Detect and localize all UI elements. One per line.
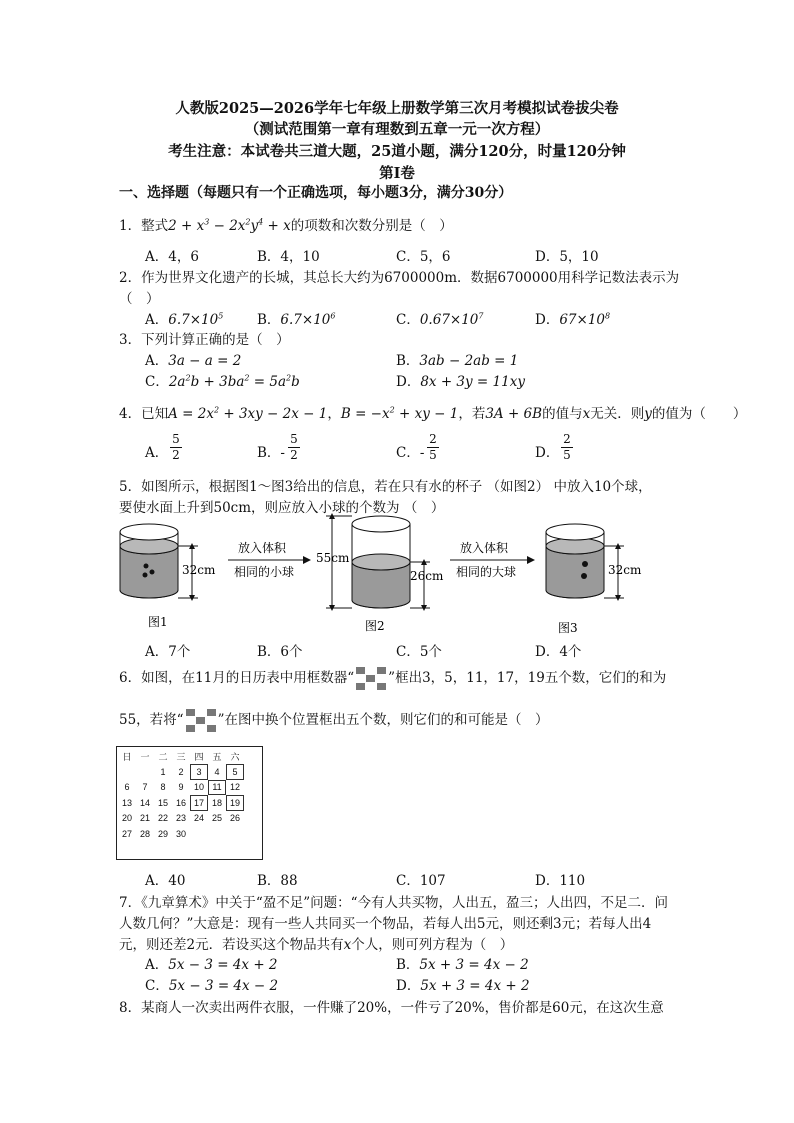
calendar-row: 6 7 8 9 10 11 12 bbox=[118, 780, 244, 795]
q6-line-2: 55，若将“ ”在图中换个位置框出五个数，则它们的和可能是（ ） bbox=[119, 708, 549, 733]
q5-option-d[interactable]: D．4个 bbox=[535, 644, 582, 660]
fig2-height-total: 55cm bbox=[316, 551, 350, 565]
q7-line-1: 7．《九章算术》中关于“盈不足”问题：“今有人共买物，人出五，盈三；人出四，不足二．问 bbox=[119, 895, 669, 911]
q1-expression: $2 + x^3 - 2x^2y^4 + x$ bbox=[168, 217, 291, 234]
q7-option-c[interactable]: C．5x − 3 = 4x − 2 bbox=[145, 978, 279, 994]
q4-option-c[interactable]: C．- bbox=[396, 445, 425, 461]
q4-fraction-d: 2 5 bbox=[561, 433, 573, 462]
calendar-row: 20 21 22 23 24 25 26 bbox=[121, 813, 240, 824]
q5-option-b[interactable]: B．6个 bbox=[257, 644, 303, 660]
question-1 bbox=[119, 214, 453, 234]
q7-option-d[interactable]: D．5x + 3 = 4x + 2 bbox=[396, 978, 530, 994]
question-4: 4．已知$A = 2x^2 + 3xy - 2x - 1$，$B = -x^2$ + xy − 1，若3A + 6B的值与x无关．则y的值为（ ） bbox=[119, 405, 747, 422]
q1-pre: 整式 bbox=[141, 218, 169, 234]
q4-option-b[interactable]: B．- bbox=[257, 445, 285, 461]
q3-option-a[interactable]: A．3a − a = 2 bbox=[145, 353, 242, 369]
q4-fraction-c: 2 5 bbox=[427, 433, 439, 462]
paper-subtitle: （测试范围第一章有理数到五章一元一次方程） bbox=[244, 121, 550, 138]
q1-option-a[interactable]: A．4，6 bbox=[145, 249, 199, 265]
q4-fraction-b: 5 2 bbox=[288, 433, 300, 462]
arrow-2-label-bottom: 相同的大球 bbox=[456, 565, 517, 579]
q7-line-3: 元，则还差2元．若设买这个物品共有x个人，则可列方程为（ ） bbox=[119, 937, 514, 953]
calendar-header-row: 日 一 二 三 四 五 六 bbox=[122, 752, 240, 763]
q5-option-a[interactable]: A．7个 bbox=[145, 644, 191, 660]
fig2-height-water: 26cm bbox=[410, 569, 444, 583]
q8-line-1: 8．某商人一次卖出两件衣服，一件赚了20%，一件亏了20%，售价都是60元，在这次生意 bbox=[119, 1000, 664, 1016]
q2-option-b[interactable]: B．$6.7\times 10^6$ bbox=[257, 311, 336, 328]
arrow-1-label-top: 放入体积 bbox=[238, 541, 287, 555]
q1-post: 的项数和次数分别是（ ） bbox=[290, 218, 453, 234]
q5-line-1: 5．如图所示，根据图1～图3给出的信息，若在只有水的杯子 （如图2） 中放入10个球， bbox=[119, 479, 652, 495]
paper-title: 人教版2025—2026学年七年级上册数学第三次月考模拟试卷拔尖卷 bbox=[175, 100, 619, 117]
calendar-row: 13 14 15 16 17 18 19 bbox=[118, 795, 244, 810]
section-heading: 一、选择题（每题只有一个正确选项，每小题3分，满分30分） bbox=[119, 185, 513, 201]
q3-option-b[interactable]: B．3ab − 2ab = 1 bbox=[396, 353, 519, 369]
calendar-row: 1 2 3 4 5 bbox=[118, 764, 244, 779]
q6-option-d[interactable]: D．110 bbox=[535, 873, 586, 889]
box-counter-icon bbox=[356, 667, 386, 691]
q2-line-1: 2．作为世界文化遗产的长城，其总长大约为6700000m．数据6700000用科学记数法表示为 bbox=[119, 270, 680, 286]
cylinder-figure bbox=[110, 510, 670, 638]
calendar-row: 27 28 29 30 bbox=[121, 828, 186, 839]
cylinder-3 bbox=[546, 524, 624, 598]
q4-fraction-a: 5 2 bbox=[170, 433, 182, 462]
box-counter-icon-2 bbox=[186, 709, 216, 733]
arrow-2-label-top: 放入体积 bbox=[460, 541, 509, 555]
q1-number: 1． bbox=[119, 218, 142, 234]
q1-option-c[interactable]: C．5，6 bbox=[396, 249, 451, 265]
q5-line-2: 要使水面上升到50cm，则应放入小球的个数为 （ ） bbox=[119, 500, 445, 516]
q7-option-b[interactable]: B．5x + 3 = 4x − 2 bbox=[396, 957, 529, 973]
q7-option-a[interactable]: A．5x − 3 = 4x + 2 bbox=[145, 957, 278, 973]
q5-option-c[interactable]: C．5个 bbox=[396, 644, 442, 660]
fig3-caption: 图3 bbox=[558, 621, 578, 635]
q3-stem: 3．下列计算正确的是（ ） bbox=[119, 332, 290, 348]
exam-notice: 考生注意：本试卷共三道大题，25道小题，满分120分，时量120分钟 bbox=[168, 143, 626, 160]
q6-option-c[interactable]: C．107 bbox=[396, 873, 446, 889]
calendar-table bbox=[118, 749, 244, 841]
q3-option-d[interactable]: D．8x + 3y = 11xy bbox=[396, 374, 525, 390]
q6-line-1: 6．如图，在11月的日历表中用框数器“ ”框出3，5，11，17，19五个数，它们的和为 bbox=[119, 666, 666, 691]
q7-line-2: 人数几何？”大意是：现有一些人共同买一个物品，若每人出5元，则还剩3元；若每人出4 bbox=[119, 916, 652, 932]
q1-option-b[interactable]: B．4，10 bbox=[257, 249, 320, 265]
q3-option-c[interactable]: C．$2a^2b + 3ba^2 = 5a^2b$ bbox=[145, 373, 300, 390]
q2-option-a[interactable]: A．$6.7\times 10^5$ bbox=[145, 311, 224, 328]
q4-option-a[interactable]: A． bbox=[145, 445, 169, 461]
q2-option-c[interactable]: C．$0.67\times 10^7$ bbox=[396, 311, 484, 328]
q1-option-d[interactable]: D．5，10 bbox=[535, 249, 599, 265]
cylinder-1 bbox=[120, 524, 198, 598]
q2-option-d[interactable]: D．$67\times 10^8$ bbox=[535, 311, 611, 328]
q6-option-b[interactable]: B．88 bbox=[257, 873, 298, 889]
fig1-caption: 图1 bbox=[148, 615, 168, 629]
q2-line-2: （ ） bbox=[119, 291, 160, 307]
q6-option-a[interactable]: A．40 bbox=[145, 873, 186, 889]
fig1-height: 32cm bbox=[182, 563, 216, 577]
fig3-height: 32cm bbox=[608, 563, 642, 577]
q4-option-d[interactable]: D． bbox=[535, 445, 560, 461]
arrow-1-label-bottom: 相同的小球 bbox=[234, 565, 295, 579]
fig2-caption: 图2 bbox=[365, 619, 385, 633]
volume-label: 第Ⅰ卷 bbox=[379, 165, 415, 182]
